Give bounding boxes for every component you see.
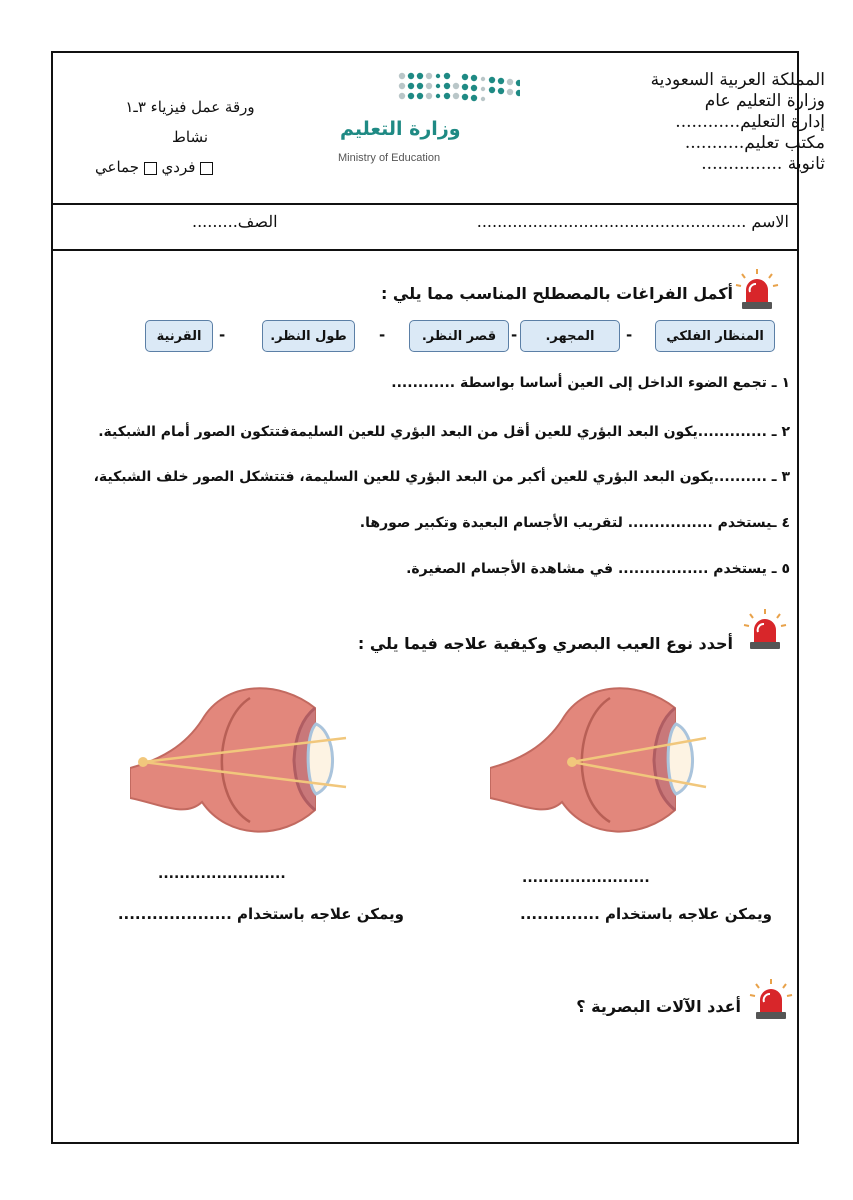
header-line-office: مكتب تعليم...........: [684, 133, 825, 153]
group-label: جماعي: [95, 158, 139, 176]
logo-english-text: Ministry of Education: [338, 152, 441, 164]
siren-icon: [734, 268, 780, 312]
term-microscope: المجهر.: [520, 320, 620, 352]
term-hyperopia: طول النظر.: [262, 320, 355, 352]
term-separator: -: [626, 326, 633, 344]
name-field-label[interactable]: الاسم .....................................................: [476, 212, 789, 231]
class-field-label[interactable]: الصف.........: [192, 212, 278, 231]
header-line-kingdom: المملكة العربية السعودية: [650, 70, 825, 90]
activity-type-options: [95, 158, 213, 176]
section3-title: أعدد الآلات البصرية ؟: [576, 997, 741, 1016]
individual-label: فردي: [161, 158, 196, 176]
header-ministry-block: [651, 70, 825, 175]
logo-dots-icon: [330, 70, 520, 110]
term-separator: -: [511, 326, 518, 344]
question-4: ٤ ـيستخدم ................ لتقريب الأجسام البعيدة وتكبير صورها.: [359, 515, 790, 531]
group-checkbox[interactable]: [144, 162, 157, 175]
treatment-hyperopia: ويمكن علاجه باستخدام ....................: [117, 905, 404, 923]
answer-blank-myopia[interactable]: ........................: [522, 870, 650, 886]
eye-diagram-myopia: [490, 680, 730, 840]
treatment-myopia: ويمكن علاجه باستخدام ..............: [520, 905, 772, 923]
term-telescope: المنظار الفلكي: [655, 320, 775, 352]
question-3: ٣ ـ ..........يكون البعد البؤري للعين أكبر من البعد البؤري للعين السليمة، فتتشكل الصور خلف الشبكية،: [93, 469, 790, 485]
term-cornea: القرنية: [145, 320, 213, 352]
individual-checkbox[interactable]: [200, 162, 213, 175]
section2-title: أحدد نوع العيب البصري وكيفية علاجه فيما يلي :: [357, 634, 733, 653]
siren-icon: [748, 978, 794, 1022]
header-line-education-admin: إدارة التعليم............: [675, 112, 825, 132]
activity-label: نشاط: [172, 128, 208, 146]
question-2: ٢ ـ .............يكون البعد البؤري للعين أقل من البعد البؤري للعين السليمةفتتكون الصور أمام الشبكية.: [98, 424, 790, 440]
answer-blank-hyperopia[interactable]: ........................: [158, 866, 286, 882]
term-myopia: قصر النظر.: [409, 320, 509, 352]
logo-arabic-text: وزارة التعليم: [340, 118, 461, 140]
header-line-ministry: وزارة التعليم عام: [704, 91, 825, 111]
header-line-school: ثانوية ...............: [701, 154, 825, 174]
question-1: ١ ـ تجمع الضوء الداخل إلى العين أساسا بواسطة ............: [391, 375, 790, 391]
worksheet-title: ورقة عمل فيزياء ٣ـ١: [125, 98, 255, 116]
ministry-logo: [330, 70, 520, 170]
term-separator: -: [379, 326, 386, 344]
section1-title: أكمل الفراغات بالمصطلح المناسب مما يلي :: [380, 284, 733, 303]
eye-diagram-hyperopia: [130, 680, 370, 840]
siren-icon: [742, 608, 788, 652]
term-separator: -: [219, 326, 226, 344]
question-5: ٥ ـ يستخدم ................. في مشاهدة الأجسام الصغيرة.: [406, 561, 790, 577]
